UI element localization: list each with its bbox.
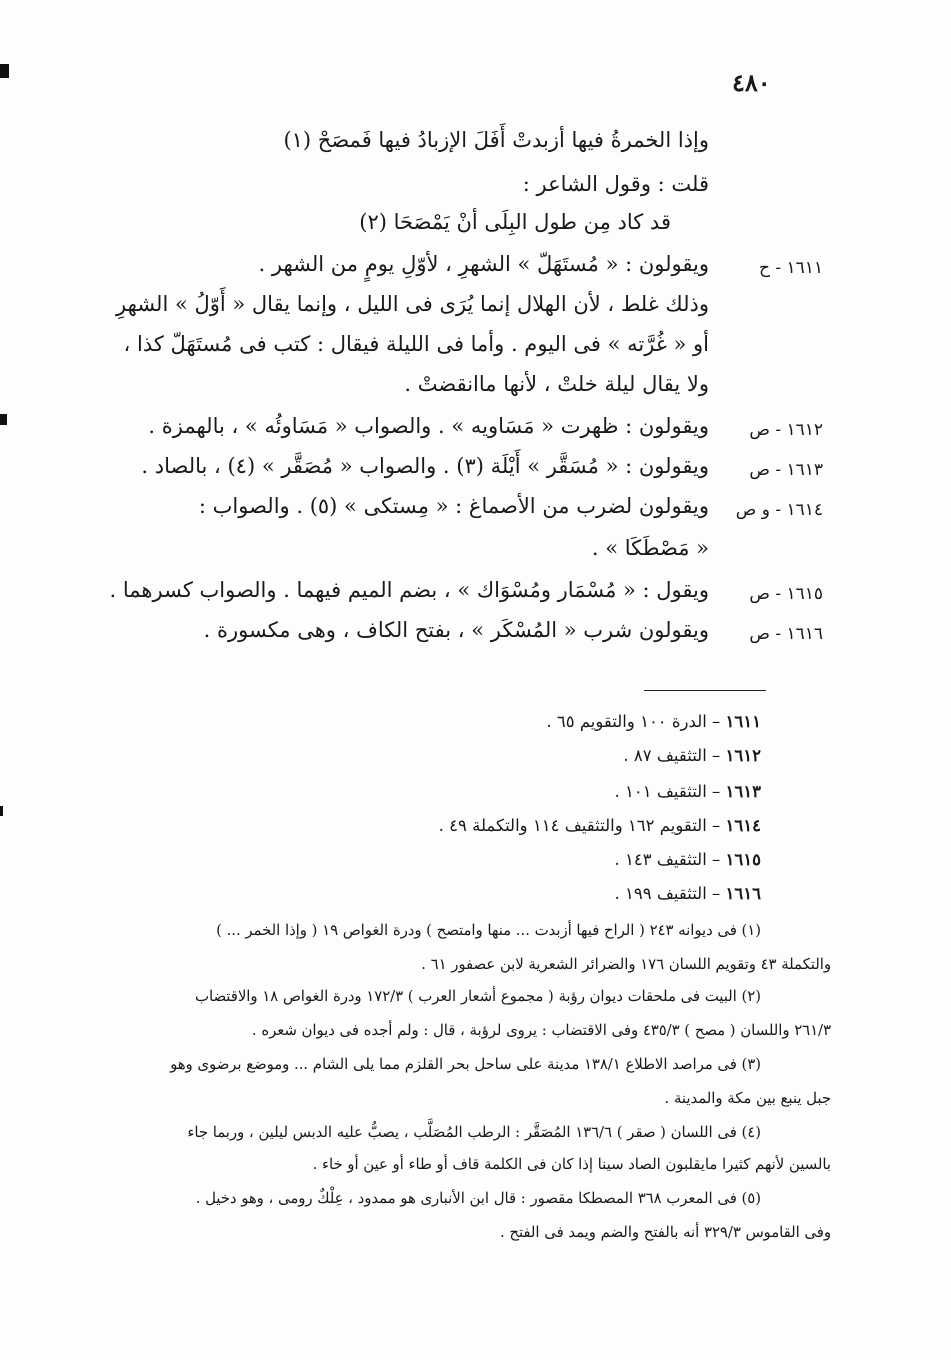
reference-line bbox=[614, 884, 761, 903]
entry-number: ١٦١٢ - ص bbox=[749, 420, 823, 440]
reference-line bbox=[439, 816, 761, 835]
entry-number: ١٦١٣ - ص bbox=[749, 460, 823, 480]
reference-number: ١٦١١ bbox=[725, 712, 761, 731]
scan-edge-mark bbox=[0, 414, 7, 425]
reference-text: – التثقيف ١٩٩ . bbox=[614, 884, 721, 903]
entry-number: ١٦١٥ - ص bbox=[749, 584, 823, 604]
reference-number: ١٦١٤ bbox=[725, 816, 761, 835]
entry-text-line: « مَصْطَكَا » . bbox=[591, 536, 709, 560]
footnote-line: (٣) فى مراصد الاطلاع ١٣٨/١ مدينة على ساحل بحر القلزم مما يلى الشام ... وموضع برضوى وهو bbox=[170, 1056, 761, 1073]
footnote-line: والتكملة ٤٣ وتقويم اللسان ١٧٦ والضرائر الشعرية لابن عصفور ٦١ . bbox=[421, 956, 831, 973]
entry-text-line: وذلك غلط ، لأن الهلال إنما يُرَى فى الليل ، وإنما يقال « أَوّلُ » الشهرِ bbox=[116, 292, 709, 316]
entry-text-line: ويقولون شرب « المُسْكَر » ، بفتح الكاف ، وهى مكسورة . bbox=[203, 618, 709, 642]
footnote-line: بالسين لأنهم كثيرا مايقلبون الصاد سينا إذا كان فى الكلمة قاف أو طاء أو عين أو خاء . bbox=[312, 1156, 831, 1173]
page-number: ٤٨٠ bbox=[732, 68, 771, 97]
reference-text: – التقويم ١٦٢ والتثقيف ١١٤ والتكملة ٤٩ . bbox=[438, 816, 721, 835]
reference-text: – التثقيف ٨٧ . bbox=[623, 746, 721, 765]
entry-text-line: ويقول : « مُسْمَار ومُسْوَاك » ، بضم الميم فيهما . والصواب كسرهما . bbox=[109, 578, 709, 602]
entry-text-line: ويقولون لضرب من الأصماغ : « مِستكى » (٥) . والصواب : bbox=[198, 494, 709, 518]
entry-number: ١٦١٦ - ص bbox=[749, 624, 823, 644]
footnote-line: (١) فى ديوانه ٢٤٣ ( الراح فيها أزبدت ... منها وامتصح ) ودرة الغواص ١٩ ( وإذا الخمر ... ) bbox=[216, 922, 761, 939]
footnote-line: وفى القاموس ٣٢٩/٣ أنه بالفتح والضم ويمد فى الفتح . bbox=[500, 1224, 831, 1241]
entry-text-line: ويقولون : « مُسَقَّر » أَيْلَة (٣) . والصواب « مُصَقَّر » (٤) ، بالصاد . bbox=[141, 454, 709, 478]
reference-line bbox=[623, 746, 761, 765]
section-divider bbox=[644, 690, 766, 691]
text-line: قلت : وقول الشاعر : bbox=[522, 172, 709, 196]
reference-line bbox=[614, 782, 761, 801]
reference-number: ١٦١٥ bbox=[725, 850, 761, 869]
entry-text-line: أو « غُرَّته » فى اليوم . وأما فى الليلة فيقال : كتب فى مُستَهَلّ كذا ، bbox=[123, 332, 709, 356]
reference-line bbox=[546, 712, 761, 731]
reference-text: – التثقيف ١٠١ . bbox=[614, 782, 721, 801]
footnote-line: (٥) فى المعرب ٣٦٨ المصطكا مقصور : قال ابن الأنبارى هو ممدود ، عِلْكٌ رومى ، وهو دخيل . bbox=[195, 1190, 761, 1207]
entry-number: ١٦١١ - ح bbox=[758, 258, 823, 278]
footnote-line: ٢٦١/٣ واللسان ( مصح ) ٤٣٥/٣ وفى الاقتضاب : يروى لرؤبة ، قال : ولم أجده فى ديوان شعره . bbox=[251, 1022, 831, 1039]
reference-text: – الدرة ١٠٠ والتقويم ٦٥ . bbox=[546, 712, 721, 731]
entry-text-line: ولا يقال ليلة خلتْ ، لأنها ماانقضتْ . bbox=[404, 372, 709, 396]
reference-number: ١٦١٣ bbox=[725, 782, 761, 801]
reference-line bbox=[614, 850, 761, 869]
verse-line: وإذا الخمرةُ فيها أزبدتْ أَفَلَ الإزبادُ فيها فَمصَحْ (١) bbox=[283, 128, 709, 152]
footnote-line: (٢) البيت فى ملحقات ديوان رؤبة ( مجموع أشعار العرب ) ١٧٢/٣ ودرة الغواص ١٨ والاقتضاب bbox=[195, 988, 761, 1005]
entry-text-line: ويقولون : ظهرت « مَسَاويه » . والصواب « مَسَاوئُه » ، بالهمزة . bbox=[148, 414, 709, 438]
reference-number: ١٦١٦ bbox=[725, 884, 761, 903]
entry-number: ١٦١٤ - و ص bbox=[735, 500, 823, 520]
footnote-line: جبل ينبع بين مكة والمدينة . bbox=[664, 1090, 831, 1107]
verse-line: قد كاد مِن طول البِلَى أنْ يَمْصَحَا (٢) bbox=[359, 210, 671, 234]
scan-edge-mark bbox=[0, 64, 9, 78]
footnote-line: (٤) فى اللسان ( صقر ) ١٣٦/٦ المُصَقَّر : الرطب المُصَلَّب ، يصبُّ عليه الدبس ليلين ، وربما جاء bbox=[187, 1124, 761, 1141]
entry-text-line: ويقولون : « مُستَهَلّ » الشهرِ ، لأوّلِ يومٍ من الشهر . bbox=[258, 252, 709, 276]
scan-edge-mark bbox=[0, 806, 3, 816]
reference-text: – التثقيف ١٤٣ . bbox=[614, 850, 721, 869]
reference-number: ١٦١٢ bbox=[725, 746, 761, 765]
